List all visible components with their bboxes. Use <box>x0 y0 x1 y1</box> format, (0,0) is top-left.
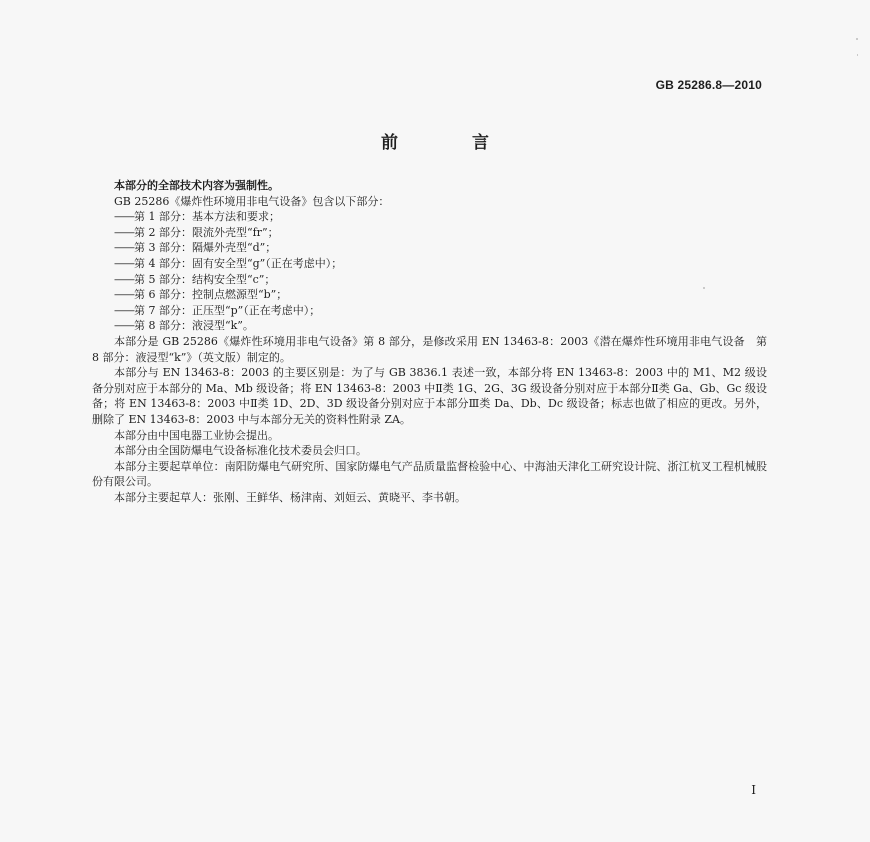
list-item-text: 第 3 部分：隔爆外壳型“d”； <box>134 241 277 255</box>
list-item-text: 第 7 部分：正压型“p”（正在考虑中）； <box>134 303 321 317</box>
drafters-paragraph: 本部分主要起草人：张刚、王鲜华、杨津南、刘姮云、黄晓平、李书朝。 <box>114 490 466 504</box>
differences-paragraph: 本部分与 EN 13463-8：2003 的主要区别是：为了与 GB 3836.1 表述一致，本部分将 EN 13463-8：2003 中的 M1、M2 级设备分别对应于本部分的 Ma、Mb 级设备；将 EN 13463-8：2003 中Ⅱ类 1G、2G、3G 级设备分别对应于本部分Ⅱ类 Ga、Gb、Gc 级设备；将 EN 13463-8：2003 中Ⅱ类 1D、2D、3D 级设备分别对应于本部分Ⅲ类 Da、Db、Dc 级设备；标志也做了相应的更改。另外，删除了 EN 13463-8：2003 中与本部分无关的资料性附录 ZA。 <box>92 366 767 426</box>
list-item-text: 第 6 部分：控制点燃源型“b”； <box>134 288 288 302</box>
scan-speck <box>857 54 858 56</box>
page-number: I <box>751 783 756 797</box>
dash-mark: —— <box>114 319 134 333</box>
list-item-text: 第 5 部分：结构安全型“c”； <box>134 272 276 286</box>
list-item <box>92 272 767 288</box>
list-item <box>92 318 767 334</box>
list-item <box>92 209 767 225</box>
dash-mark: —— <box>114 256 134 270</box>
standard-number: GB 25286.8—2010 <box>655 78 762 92</box>
dash-mark: —— <box>114 303 134 317</box>
dash-mark: —— <box>114 272 134 286</box>
list-item <box>92 256 767 272</box>
list-item <box>92 303 767 319</box>
list-item <box>92 240 767 256</box>
scan-speck <box>703 287 705 289</box>
drafting-units-paragraph: 本部分主要起草单位：南阳防爆电气研究所、国家防爆电气产品质量监督检验中心、中海油天津化工研究设计院、浙江杭叉工程机械股份有限公司。 <box>92 459 767 489</box>
mandatory-statement: 本部分的全部技术内容为强制性。 <box>114 179 279 192</box>
list-item-text: 第 2 部分：限流外壳型“fr”； <box>134 225 279 239</box>
list-item-text: 第 1 部分：基本方法和要求； <box>134 210 280 224</box>
foreword-body <box>92 178 767 505</box>
centralized-by-paragraph: 本部分由全国防爆电气设备标准化技术委员会归口。 <box>114 444 367 458</box>
dash-mark: —— <box>114 288 134 302</box>
list-item-text: 第 8 部分：液浸型“k”。 <box>134 319 254 333</box>
proposed-by-paragraph: 本部分由中国电器工业协会提出。 <box>114 428 279 442</box>
page-title: 前 言 <box>381 133 523 153</box>
adoption-paragraph: 本部分是 GB 25286《爆炸性环境用非电气设备》第 8 部分，是修改采用 EN 13463-8：2003《潜在爆炸性环境用非电气设备 第 8 部分：液浸型“k”》（英文版）制定的。 <box>92 334 767 364</box>
dash-mark: —— <box>114 225 134 239</box>
list-item <box>92 287 767 303</box>
list-item-text: 第 4 部分：固有安全型“g”（正在考虑中）； <box>134 256 343 270</box>
list-item <box>92 225 767 241</box>
series-statement: GB 25286《爆炸性环境用非电气设备》包含以下部分： <box>114 194 390 208</box>
parts-list <box>92 209 767 334</box>
dash-mark: —— <box>114 210 134 224</box>
dash-mark: —— <box>114 241 134 255</box>
scan-speck <box>856 38 858 40</box>
